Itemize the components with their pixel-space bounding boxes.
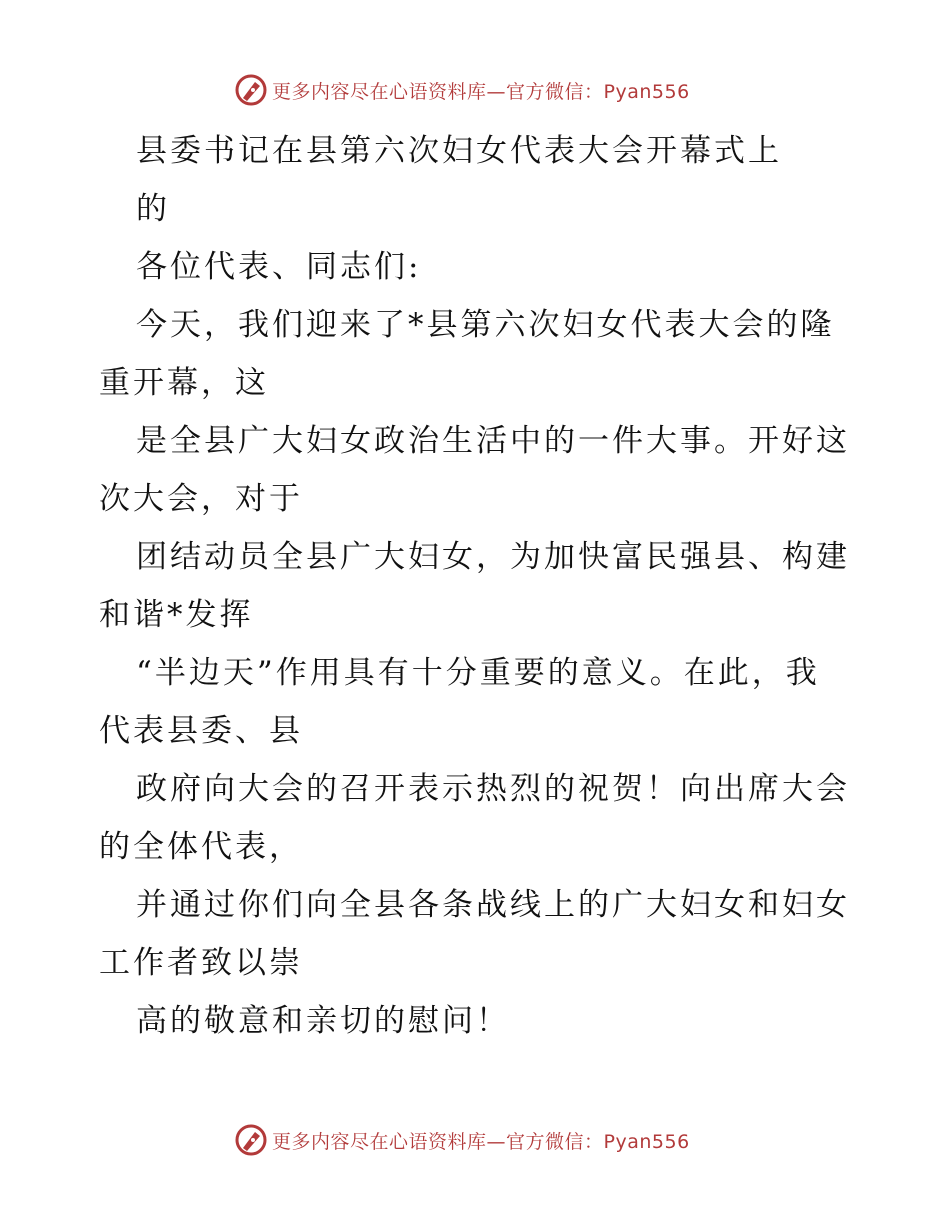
document-body <box>99 122 869 1050</box>
watermark-text: 更多内容尽在心语资料库—官方微信：Pyan556 <box>272 1130 690 1153</box>
salutation: 各位代表、同志们: <box>136 249 422 285</box>
body-line: 和谐*发挥 <box>99 597 254 633</box>
pen-nib-circle-icon <box>234 73 268 107</box>
body-line: 团结动员全县广大妇女，为加快富民强县、构建 <box>136 539 850 575</box>
document-title-line: 的 <box>136 191 170 227</box>
body-line: 的全体代表， <box>99 829 303 865</box>
body-line: 工作者致以崇 <box>99 945 303 981</box>
watermark-text: 更多内容尽在心语资料库—官方微信：Pyan556 <box>272 80 690 103</box>
body-line: 次大会，对于 <box>99 481 303 517</box>
document-title-line: 县委书记在县第六次妇女代表大会开幕式上 <box>136 133 782 169</box>
body-line: 高的敬意和亲切的慰问！ <box>136 1003 510 1039</box>
pen-nib-circle-icon <box>234 1123 268 1157</box>
body-line: 并通过你们向全县各条战线上的广大妇女和妇女 <box>136 887 850 923</box>
header-watermark <box>234 72 690 108</box>
body-line: 重开幕，这 <box>99 365 269 401</box>
body-line: 代表县委、县 <box>99 713 303 749</box>
body-line: “半边天”作用具有十分重要的意义。在此，我 <box>136 655 820 691</box>
body-line: 政府向大会的召开表示热烈的祝贺！向出席大会 <box>136 771 850 807</box>
body-line: 是全县广大妇女政治生活中的一件大事。开好这 <box>136 423 850 459</box>
footer-watermark <box>234 1122 690 1158</box>
body-line: 今天，我们迎来了*县第六次妇女代表大会的隆 <box>136 307 835 343</box>
